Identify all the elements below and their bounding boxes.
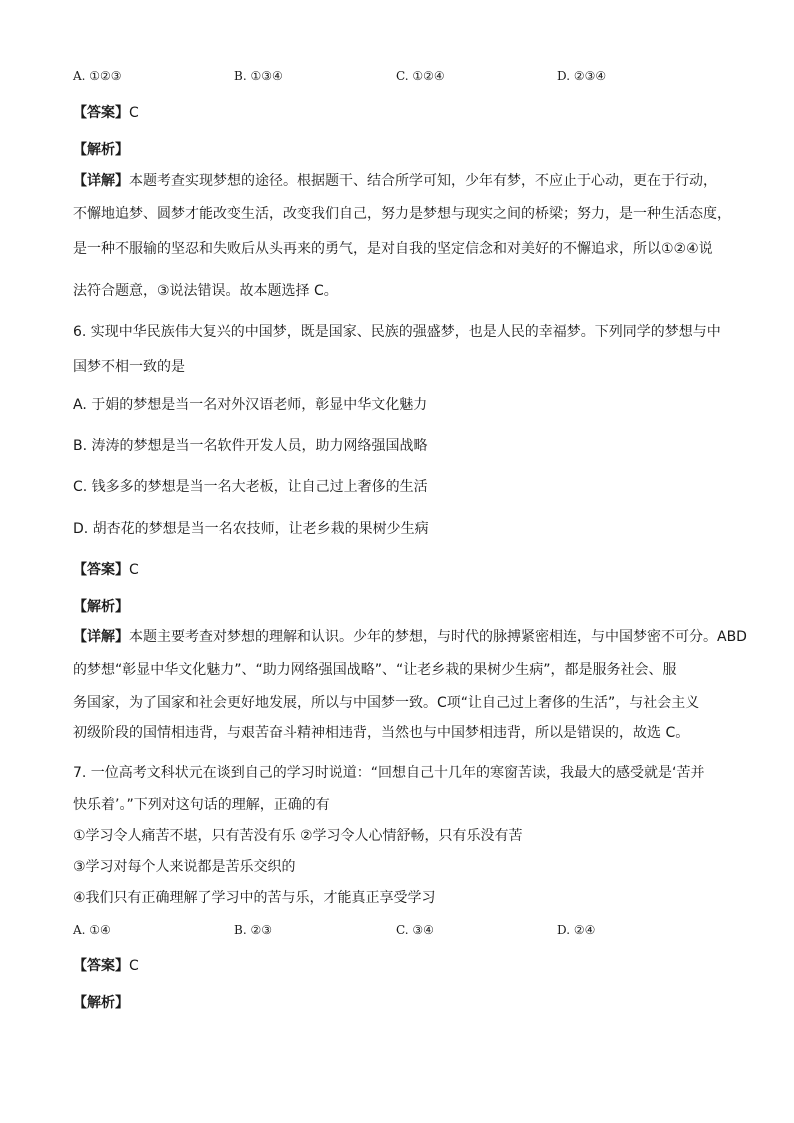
q5-detail-line-3: 是一种不服输的坚忍和失败后从头再来的勇气，是对自我的坚定信念和对美好的不懈追求，所以①②④说 <box>73 241 713 257</box>
q5-answer <box>73 104 139 122</box>
answer-tag: 【答案】 <box>73 105 129 121</box>
q5-detail-line-2: 不懈地追梦、圆梦才能改变生活，改变我们自己，努力是梦想与现实之间的桥梁；努力，是一种生活态度， <box>73 206 731 222</box>
answer-value: C <box>129 562 139 578</box>
q6-detail-line-2: 的梦想“彰显中华文化魅力”、“助力网络强国战略”、“让老乡栽的果树少生病”，都是服务社会、服 <box>73 662 677 678</box>
q6-answer <box>73 561 139 579</box>
answer-tag: 【答案】 <box>73 562 129 578</box>
q6-detail-line-3: 务国家，为了国家和社会更好地发展，所以与中国梦一致。C项“让自己过上奢侈的生活”，与社会主义 <box>73 695 700 711</box>
answer-value: C <box>129 958 139 974</box>
q6-detail-line-4: 初级阶段的国情相违背，与艰苦奋斗精神相违背，当然也与中国梦相违背，所以是错误的，故选 C。 <box>73 725 690 741</box>
q6-detail-line-1 <box>73 628 747 646</box>
q5-analysis-tag: 【解析】 <box>73 142 129 158</box>
answer-tag: 【答案】 <box>73 958 129 974</box>
q6-stem-line-1: 6. 实现中华民族伟大复兴的中国梦，既是国家、民族的强盛梦，也是人民的幸福梦。下列同学的梦想与中 <box>73 324 721 340</box>
q5-option-b: B. ①③④ <box>234 69 283 83</box>
q7-option-c: C. ③④ <box>396 923 434 937</box>
q7-option-d: D. ②④ <box>557 923 596 937</box>
q6-option-d: D. 胡杏花的梦想是当一名农技师，让老乡栽的果树少生病 <box>73 521 429 537</box>
detail-tag: 【详解】 <box>73 173 129 189</box>
q7-statement-1-2: ①学习令人痛苦不堪，只有苦没有乐 ②学习令人心情舒畅，只有乐没有苦 <box>73 828 523 844</box>
q5-detail-line-4: 法符合题意，③说法错误。故本题选择 C。 <box>73 283 338 299</box>
q7-stem-line-1: 7. 一位高考文科状元在谈到自己的学习时说道：“回想自己十几年的寒窗苦读，我最大的感受就是‘苦并 <box>73 765 705 781</box>
detail-text: 本题主要考查对梦想的理解和认识。少年的梦想，与时代的脉搏紧密相连，与中国梦密不可分。ABD <box>129 629 747 645</box>
q7-statement-4: ④我们只有正确理解了学习中的苦与乐，才能真正享受学习 <box>73 890 436 906</box>
answer-value: C <box>129 105 139 121</box>
q6-option-b: B. 涛涛的梦想是当一名软件开发人员，助力网络强国战略 <box>73 438 428 454</box>
q7-option-a: A. ①④ <box>73 923 111 937</box>
q7-option-b: B. ②③ <box>234 923 272 937</box>
q5-option-a: A. ①②③ <box>73 69 122 83</box>
q5-option-d: D. ②③④ <box>557 69 607 83</box>
q7-statement-3: ③学习对每个人来说都是苦乐交织的 <box>73 859 296 875</box>
q7-analysis-tag: 【解析】 <box>73 995 129 1011</box>
detail-text: 本题考查实现梦想的途径。根据题干、结合所学可知，少年有梦，不应止于心动，更在于行动， <box>129 173 717 189</box>
q6-analysis-tag: 【解析】 <box>73 599 129 615</box>
q6-option-a: A. 于娟的梦想是当一名对外汉语老师，彰显中华文化魅力 <box>73 397 428 413</box>
q7-stem-line-2: 快乐着’。”下列对这句话的理解，正确的有 <box>73 797 330 813</box>
q6-stem-line-2: 国梦不相一致的是 <box>73 359 185 375</box>
q5-option-c: C. ①②④ <box>396 69 445 83</box>
q6-option-c: C. 钱多多的梦想是当一名大老板，让自己过上奢侈的生活 <box>73 479 428 495</box>
q7-answer <box>73 957 139 975</box>
q5-detail-line-1 <box>73 172 717 190</box>
detail-tag: 【详解】 <box>73 629 129 645</box>
